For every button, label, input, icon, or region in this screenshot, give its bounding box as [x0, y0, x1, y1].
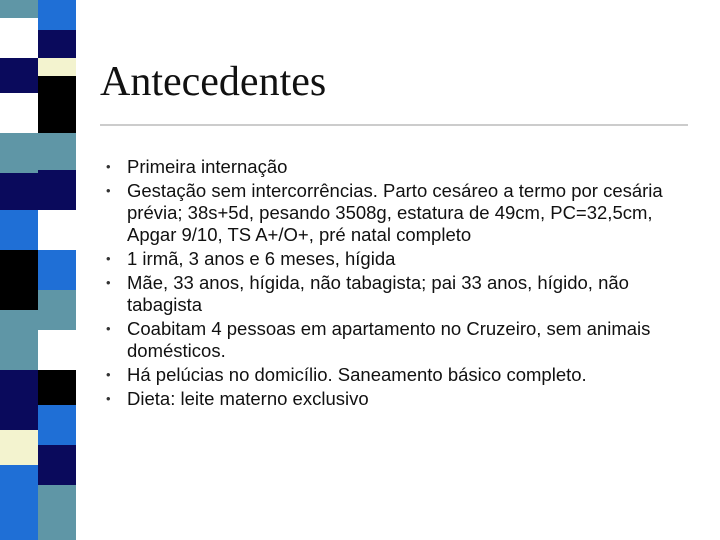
decorative-stripe: [0, 0, 76, 540]
bullet-list: [100, 156, 700, 412]
stripe-block: [0, 173, 38, 210]
stripe-column-left: [0, 0, 38, 540]
stripe-block: [38, 0, 76, 30]
stripe-block: [0, 430, 38, 465]
stripe-block: [38, 210, 76, 250]
stripe-block: [0, 310, 38, 370]
stripe-block: [0, 465, 38, 540]
bullet-item: • Gestação sem intercorrências. Parto cesáreo a termo por cesária prévia; 38s+5d, pesando 3508g, estatura de 49cm, PC=32,5cm, Apgar 9/10, TS A+/O+, pré natal completo: [100, 180, 700, 246]
bullet-item: • Há pelúcias no domicílio. Saneamento básico completo.: [100, 364, 700, 386]
title-divider: [100, 124, 688, 126]
stripe-block: [38, 58, 76, 76]
stripe-block: [38, 76, 76, 133]
bullet-item: • 1 irmã, 3 anos e 6 meses, hígida: [100, 248, 700, 270]
stripe-block: [0, 210, 38, 250]
bullet-item: • Mãe, 33 anos, hígida, não tabagista; pai 33 anos, hígido, não tabagista: [100, 272, 700, 316]
stripe-block: [0, 0, 38, 18]
stripe-block: [38, 290, 76, 330]
stripe-block: [0, 133, 38, 173]
bullet-item: • Dieta: leite materno exclusivo: [100, 388, 700, 410]
stripe-block: [0, 370, 38, 430]
bullet-item: • Coabitam 4 pessoas em apartamento no Cruzeiro, sem animais domésticos.: [100, 318, 700, 362]
stripe-block: [38, 133, 76, 170]
stripe-block: [38, 445, 76, 485]
stripe-block: [38, 370, 76, 405]
stripe-block: [38, 250, 76, 290]
stripe-block: [38, 330, 76, 370]
bullet-item: • Primeira internação: [100, 156, 700, 178]
stripe-block: [0, 18, 38, 58]
stripe-block: [0, 58, 38, 93]
stripe-block: [38, 170, 76, 210]
stripe-block: [0, 93, 38, 133]
stripe-block: [0, 250, 38, 310]
stripe-column-right: [38, 0, 76, 540]
stripe-block: [38, 405, 76, 445]
stripe-block: [38, 485, 76, 540]
stripe-block: [38, 30, 76, 58]
slide-title: Antecedentes: [100, 59, 327, 105]
